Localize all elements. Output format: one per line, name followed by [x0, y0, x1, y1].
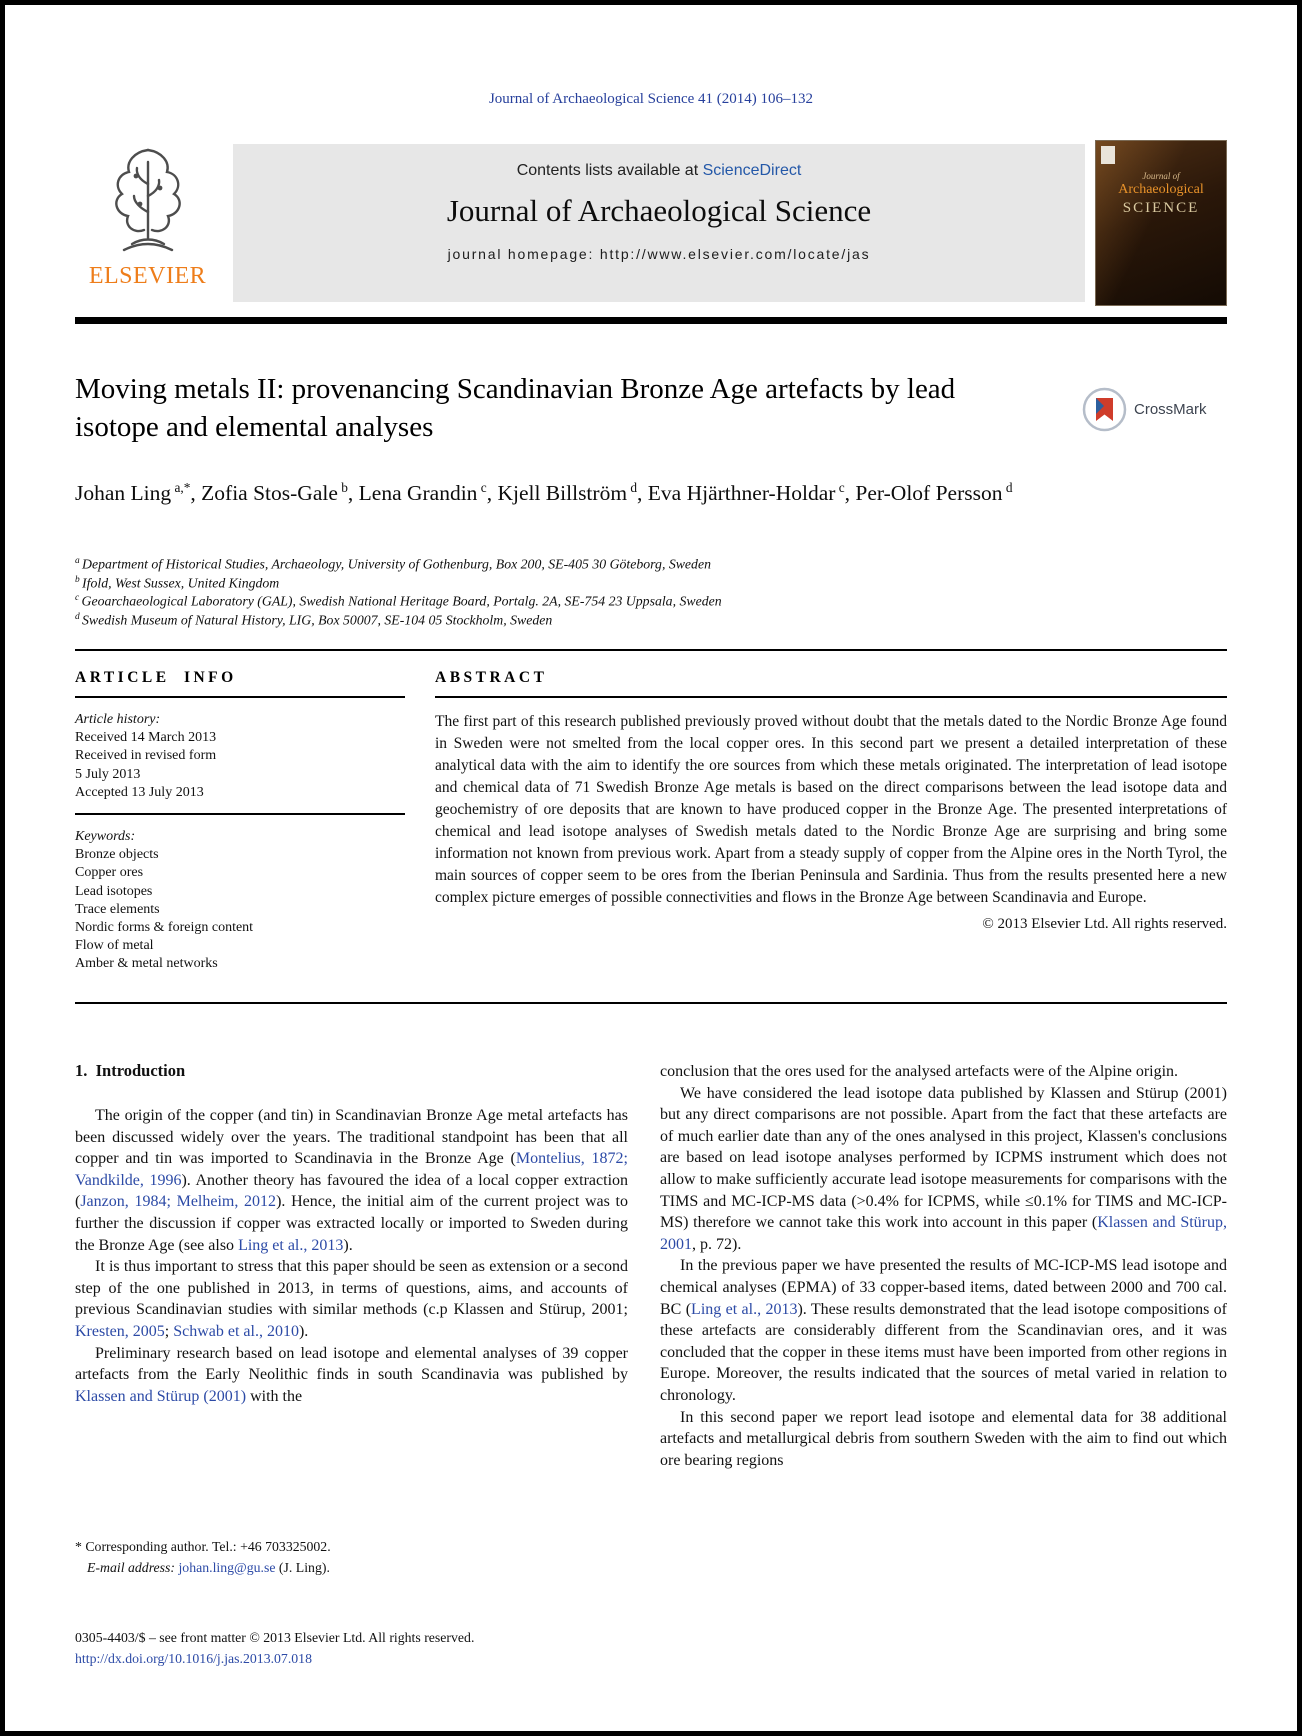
crossmark-icon — [1082, 387, 1127, 432]
abstract-text: The first part of this research published previously proved without doubt that the metals dated to the Nordic Bronze Age found in Sweden were not smelted from the local copper ores. In this second part we present a detailed interpretation of these analytical data with the aim to identify the ore sources from which these metals originated. The interpretation of lead isotope and chemical data of 71 Swedish Bronze Age metals is based on the direct comparisons between the lead isotope data and geochemistry of ore deposits that are known to have produced copper in the Bronze Age. The presented interpretations of chemical and lead isotope analyses of Swedish metals dated to the Nordic Bronze Age are surprising and bring some information not known from previous work. Apart from a steady supply of copper from the Alpine ores in the North Tyrol, the main sources of copper seem to be ores from the Iberian Peninsula and Sardinia. Thus from the results presented here a new complex picture emerges of possible connectivities and flows in the Bronze Age between Scandinavia and Europe. — [435, 713, 1227, 906]
citation-link[interactable]: Janzon, 1984; Melheim, 2012 — [80, 1193, 277, 1211]
author-name: Kjell Billström $^d$ — [497, 479, 638, 505]
cover-archaeological: Archaeological — [1118, 182, 1204, 197]
journal-banner — [233, 144, 1085, 302]
text-run: ). Another theory has favoured the idea of a local copper extraction ( — [75, 1171, 629, 1211]
article-info-heading: ARTICLE INFO — [75, 669, 237, 686]
citation-link[interactable]: Kresten, 2005 — [75, 1322, 165, 1340]
citation-link[interactable]: Schwab et al., 2010 — [173, 1322, 299, 1340]
cover-logo-chip — [1101, 146, 1115, 164]
crossmark-badge[interactable] — [1082, 387, 1232, 432]
text-run: The origin of the copper (and tin) in Scandinavian Bronze Age metal artefacts has been discussed widely over the years. The traditional standpoint has been that all copper and tin was imported to Scandinavia in the Bronze Age ( — [75, 1107, 628, 1168]
doi-link[interactable]: http://dx.doi.org/10.1016/j.jas.2013.07.018 — [75, 1651, 312, 1667]
citation-link[interactable]: Montelius, 1872; Vandkilde, 1996 — [75, 1150, 629, 1189]
author-name: Lena Grandin $^c$ — [358, 479, 487, 505]
article-info-column — [75, 669, 405, 973]
text-run: In this second paper we report lead isotope and elemental data for 38 additional artefacts and metallurgical debris from southern Sweden with the aim to find out which ore bearing regions — [660, 1408, 1227, 1469]
keywords-list — [75, 846, 405, 973]
cover-science: SCIENCE — [1122, 200, 1200, 216]
affiliation-line: $^c$ Geoarchaeological Laboratory (GAL), Swedish National Heritage Board, Portalg. 2A, SE-754 23 Uppsala, Sweden — [75, 593, 722, 609]
abstract-column — [435, 669, 1227, 933]
text-run: In the previous paper we have presented the results of MC-ICP-MS lead isotope and chemical analyses (EPMA) of 33 copper-based items, dated between 2000 and 700 cal. BC ( — [660, 1257, 1227, 1318]
text-run: ). These results demonstrated that the lead isotope compositions of these artefacts are considerably different from the Scandinavian ores, and it was concluded that the copper in these items must have been imported from other regions in Europe. Moreover, the results indicated that the sources of metal varied in relation to chronology. — [660, 1300, 1228, 1404]
info-line: Received 14 March 2013 — [75, 730, 217, 746]
divider — [75, 696, 405, 698]
section-1-heading: 1. Introduction — [75, 1061, 186, 1080]
text-run: conclusion that the ores used for the analysed artefacts were of the Alpine origin. — [660, 1063, 1179, 1080]
article-history-label: Article history: — [75, 712, 161, 727]
info-line: 5 July 2013 — [75, 766, 141, 782]
info-line: Bronze objects — [75, 847, 159, 863]
author-name: Zofia Stos-Gale $^b$ — [201, 479, 348, 505]
author-name: Per-Olof Persson $^d$ — [855, 479, 1013, 505]
email-label: E-mail address: — [87, 1559, 179, 1575]
email-link[interactable]: johan.ling@gu.se — [178, 1559, 276, 1575]
footnote — [75, 1537, 628, 1578]
authors-line: Johan Ling $^{a,*}$, Zofia Stos-Gale $^b$, Lena Grandin $^c$, Kjell Billström $^d$, Eva Hjärthner-Holdar $^c$, Per-Olof Persson $^d$ — [75, 479, 1013, 505]
elsevier-wordmark: ELSEVIER — [88, 263, 207, 289]
paragraph — [75, 1105, 628, 1256]
journal-title: Journal of Archaeological Science — [446, 193, 872, 228]
text-run: ). Hence, the initial aim of the current project was to further the discussion if copper was extracted locally or imported to Sweden during the Bronze Age (see also — [75, 1193, 629, 1254]
elsevier-tree-icon — [96, 140, 200, 258]
text-run: ). — [298, 1322, 309, 1340]
citation-link[interactable]: Ling et al., 2013 — [691, 1300, 798, 1318]
article-title: Moving metals II: provenancing Scandinavian Bronze Age artefacts by lead isotope and elemental analyses — [75, 373, 956, 443]
info-line: Received in revised form — [75, 748, 217, 764]
paragraph — [660, 1083, 1227, 1256]
divider — [75, 813, 405, 815]
email-suffix: (J. Ling). — [275, 1559, 330, 1575]
keywords-label: Keywords: — [75, 828, 136, 844]
divider — [435, 696, 1227, 698]
info-line: Nordic forms & foreign content — [75, 919, 254, 935]
crossmark-label: CrossMark — [1134, 401, 1207, 418]
text-run: , p. 72). — [692, 1235, 742, 1253]
issn-line: 0305-4403/$ – see front matter © 2013 Elsevier Ltd. All rights reserved. — [75, 1630, 475, 1645]
intro-paragraphs-right — [660, 1061, 1227, 1471]
elsevier-logo[interactable] — [75, 140, 220, 308]
text-run: ; — [164, 1322, 174, 1340]
paragraph — [660, 1407, 1227, 1472]
text-run: We have considered the lead isotope data published by Klassen and Stürup (2001) but any direct comparisons are not possible. Apart from the fact that these artefacts are of much earlier date than any of the ones analysed in this project, Klassen's conclusions are based on lead isotope analyses performed by ICPMS instrument which does not allow to make sufficiently accurate lead isotope measurements for comparisons with the TIMS and MC-ICP-MS data (>0.4% for ICPMS, while ≤0.1% for TIMS and MC-ICP-MS) therefore we cannot take this work into account in this paper ( — [660, 1084, 1227, 1232]
intro-paragraphs-left — [75, 1105, 628, 1407]
divider — [75, 1002, 1227, 1004]
text-run: It is thus important to stress that this paper should be seen as extension or a second step of the one published in 2013, in terms of questions, aims, and accounts of previous Scandinavian studies with similar methods (c.p Klassen and Stürup, 2001; — [75, 1258, 628, 1319]
affiliations — [75, 555, 1175, 629]
info-line: Accepted 13 July 2013 — [75, 784, 204, 800]
abstract-heading: ABSTRACT — [435, 669, 548, 686]
paragraph — [75, 1343, 628, 1408]
author-name: Johan Ling $^{a,*}$ — [75, 479, 191, 505]
paragraph — [75, 1256, 628, 1342]
info-line: Amber & metal networks — [75, 956, 218, 972]
divider — [75, 649, 1227, 651]
affiliation-line: $^b$ Ifold, West Sussex, United Kingdom — [75, 574, 280, 591]
citation-link[interactable]: Klassen and Stürup, 2001 — [660, 1214, 1228, 1253]
citation-link[interactable]: Ling et al., 2013 — [238, 1236, 344, 1254]
info-line: Copper ores — [75, 865, 144, 881]
author-name: Eva Hjärthner-Holdar $^c$ — [647, 479, 845, 505]
paragraph — [660, 1061, 1227, 1083]
text-run: ). — [343, 1236, 353, 1254]
article-history-list — [75, 729, 405, 802]
masthead — [75, 140, 1227, 308]
affiliation-line: $^a$ Department of Historical Studies, Archaeology, University of Gothenburg, Box 200, SE-405 30 Göteborg, Sweden — [75, 556, 711, 572]
text-run: Preliminary research based on lead isotope and elemental analyses of 39 copper artefacts from the Early Neolithic finds in south Scandinavia was published by — [75, 1344, 628, 1384]
paragraph — [660, 1255, 1227, 1406]
contents-line — [233, 162, 1085, 180]
body-column-right — [660, 1061, 1227, 1471]
masthead-divider — [75, 317, 1227, 324]
info-line: Trace elements — [75, 901, 160, 917]
cover-journal-of: Journal of — [1142, 171, 1180, 181]
citation-link[interactable]: Klassen and Stürup (2001) — [75, 1387, 247, 1405]
info-line: Flow of metal — [75, 938, 154, 954]
journal-cover-thumbnail[interactable] — [1095, 140, 1227, 306]
contents-prefix: Contents lists available at — [516, 162, 703, 179]
text-run: with the — [246, 1387, 303, 1405]
affiliation-line: $^d$ Swedish Museum of Natural History, LIG, Box 50007, SE-104 05 Stockholm, Sweden — [75, 611, 553, 628]
journal-citation: Journal of Archaeological Science 41 (2014) 106–132 — [488, 91, 814, 107]
info-line: Lead isotopes — [75, 883, 153, 899]
email-line — [87, 1558, 628, 1579]
body-column-left — [75, 1061, 628, 1407]
journal-homepage-link[interactable]: journal homepage: http://www.elsevier.com/locate/jas — [447, 246, 871, 262]
copyright-line: © 2013 Elsevier Ltd. All rights reserved. — [982, 916, 1227, 932]
corresponding-author-note: * Corresponding author. Tel.: +46 703325002. — [75, 1539, 331, 1554]
sciencedirect-link[interactable]: ScienceDirect — [702, 162, 802, 179]
imprint — [75, 1627, 775, 1670]
